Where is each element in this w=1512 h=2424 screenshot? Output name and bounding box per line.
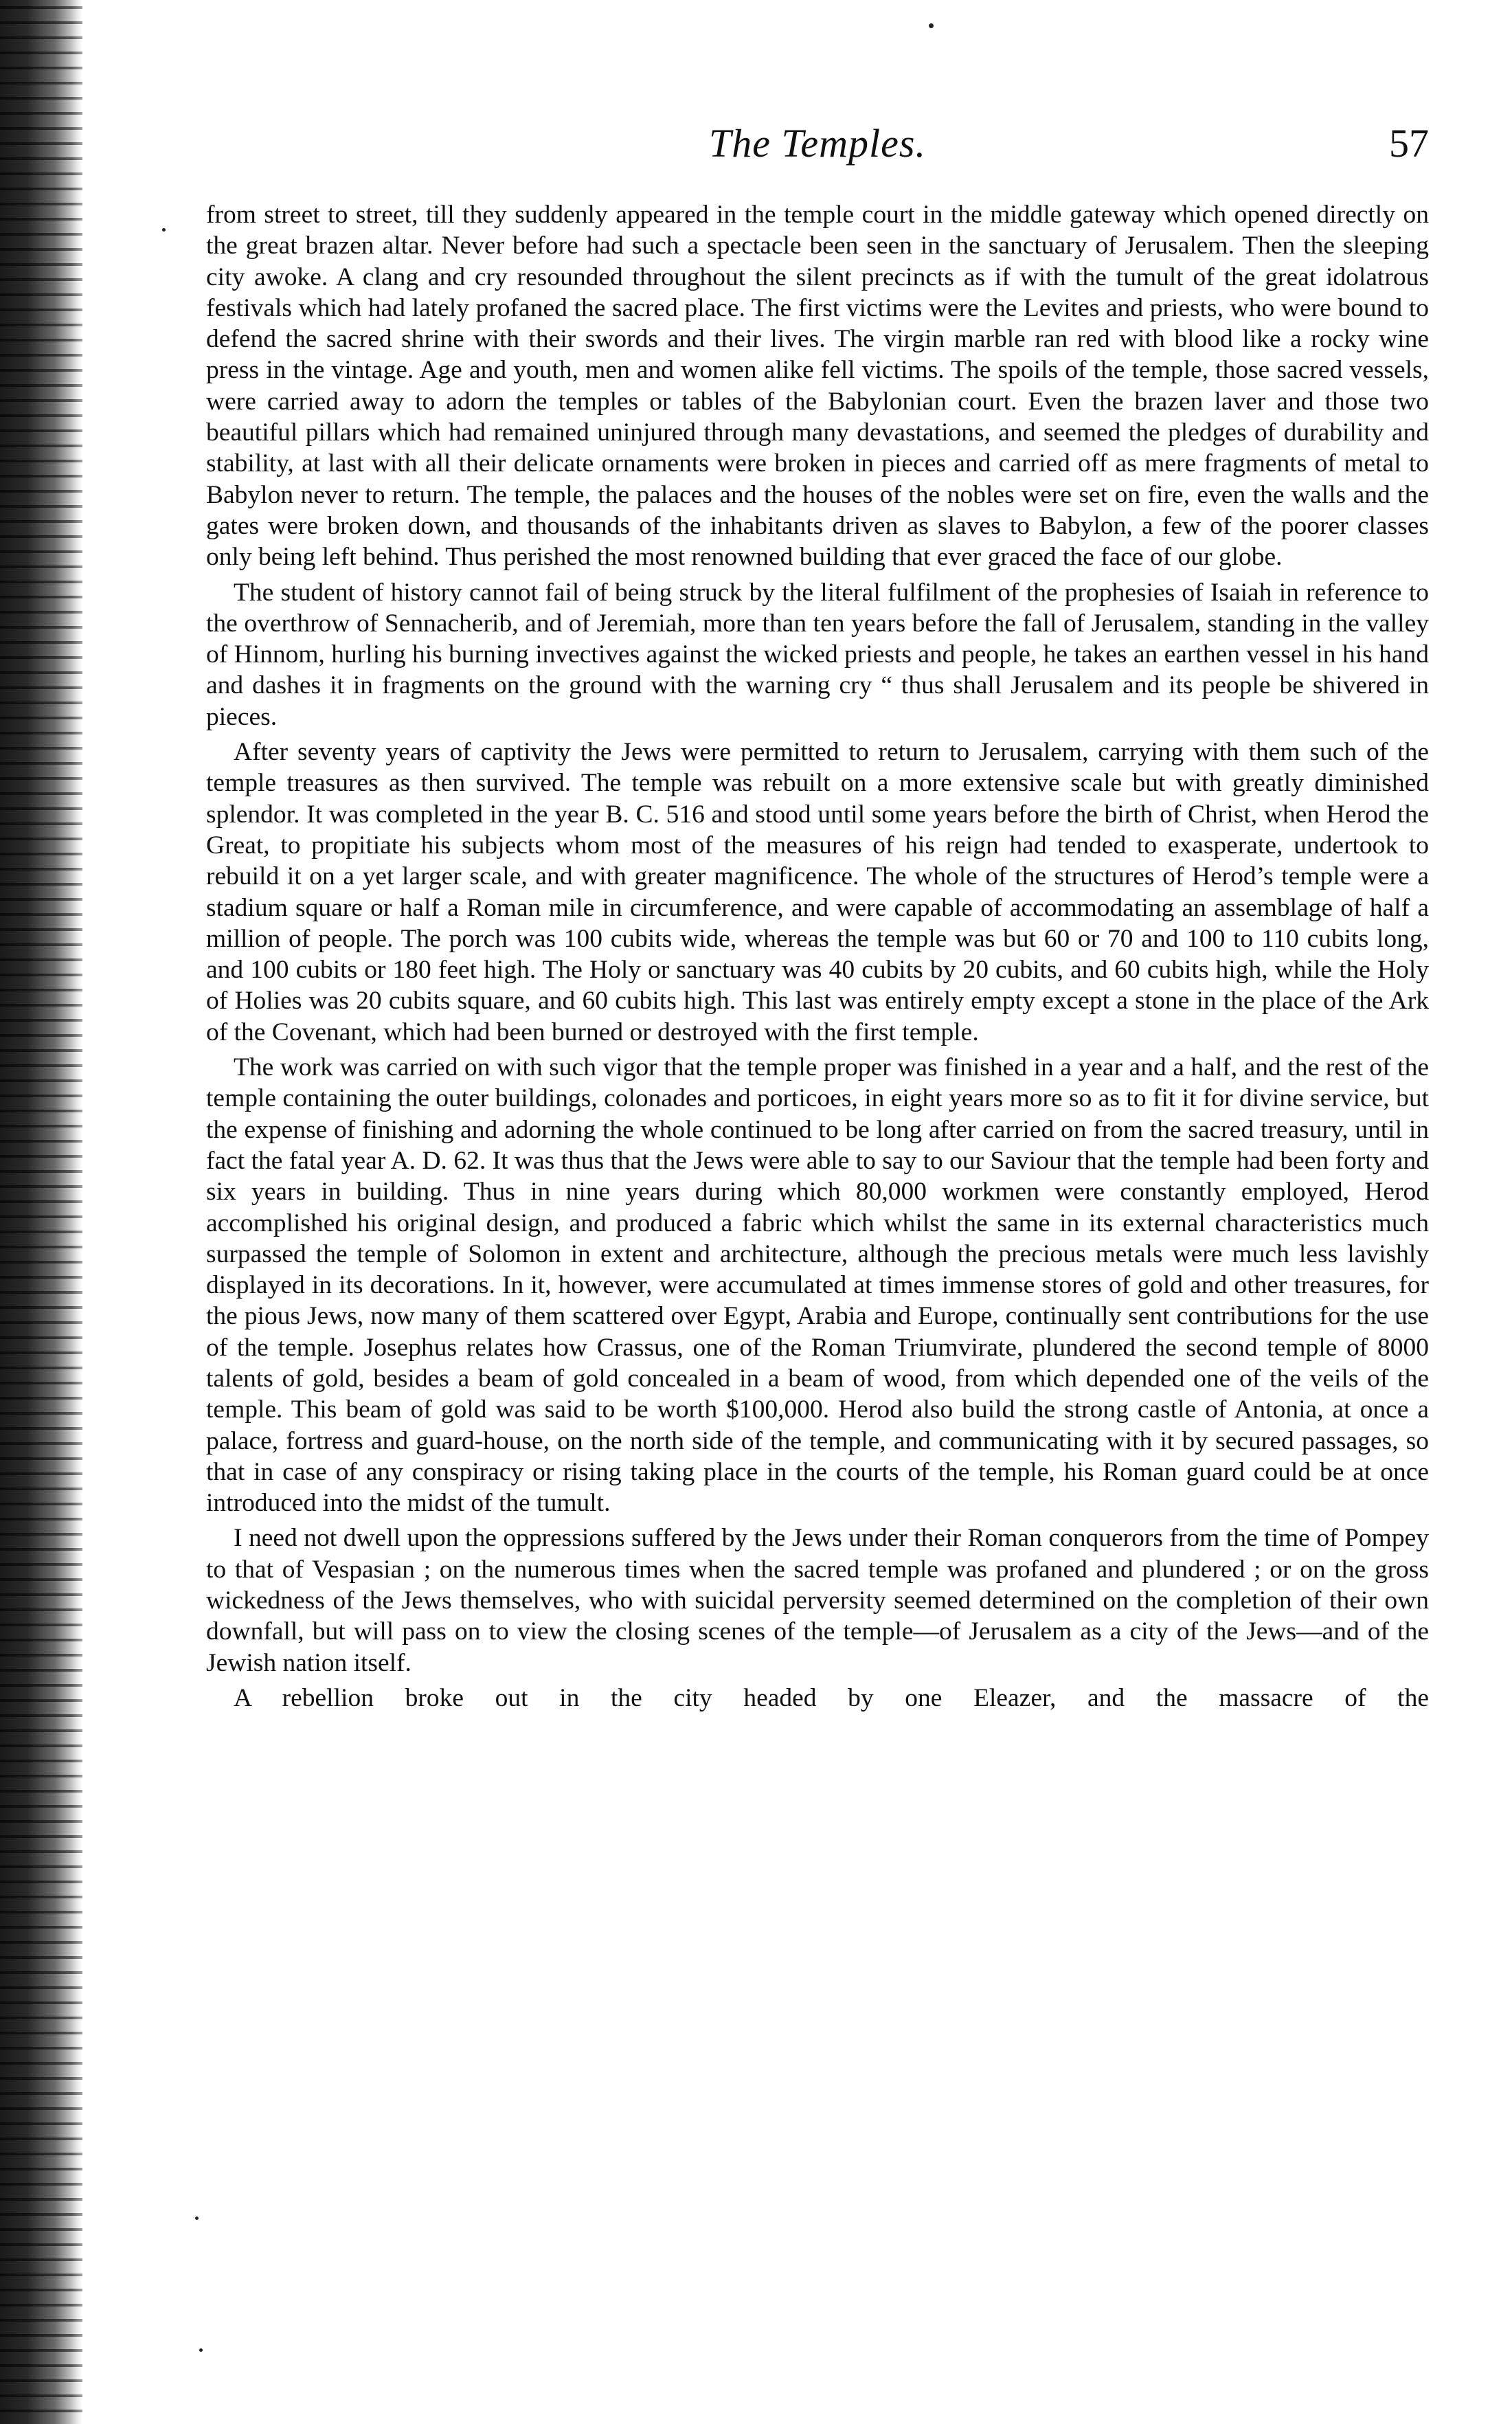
paragraph: The work was carried on with such vigor that the temple proper was finished in a year and a half, and the rest of the temple containing the outer buildings, colonades and porticoes, in eight years more so as to fit it for divine service, but the expense of finishing and adorning the whole continued to be long after carried on from the sacred treasury, until in fact the fatal year A. D. 62. It was thus that the Jews were able to say to our Saviour that the temple had been forty and six years in building. Thus in nine years during which 80,000 workmen were constantly employed, Herod accomplished his original design, and produced a fabric which whilst the same in its external characteristics much surpassed the temple of Solomon in extent and architecture, although the precious metals were much less lavishly displayed in its decorations. In it, however, were accumulated at times immense stores of gold and other treasures, for the pious Jews, now many of them scattered over Egypt, Arabia and Europe, continually sent contributions for the use of the temple. Josephus relates how Crassus, one of the Roman Triumvirate, plundered the second temple of 8000 talents of gold, besides a beam of gold concealed in a beam of wood, from which depended one of the veils of the temple. This beam of gold was said to be worth $100,000. Herod also build the strong castle of Antonia, at once a palace, fortress and guard-house, on the north side of the temple, and communicating with it by secured passages, so that in case of any conspiracy or rising taking place in the courts of the temple, his Roman guard could be at once introduced into the midst of the tumult. xyxy=(206,1053,1429,1518)
binding-shadow xyxy=(0,0,103,2424)
ink-speck xyxy=(929,23,934,28)
page-number: 57 xyxy=(1389,121,1429,166)
paragraph: A rebellion broke out in the city headed by one Eleazer, and the massacre of the xyxy=(234,1683,1429,1712)
ink-speck xyxy=(195,2217,199,2220)
running-title: The Temples. xyxy=(709,121,926,166)
body-text xyxy=(206,199,1429,1718)
paragraph: from street to street, till they suddenly appeared in the temple court in the middle gateway which opened directly on the great brazen altar. Never before had such a spectacle been seen in the sanctuary of Jerusalem. Then the sleeping city awoke. A clang and cry resounded throughout the silent precincts as if with the tumult of the great idolatrous festivals which had lately profaned the sacred place. The first victims were the Levites and priests, who were bound to defend the sacred shrine with their swords and their lives. The virgin marble ran red with blood like a rocky wine press in the vintage. Age and youth, men and women alike fell victims. The spoils of the temple, those sacred vessels, were carried away to adorn the temples or tables of the Babylonian court. Even the brazen laver and those two beautiful pillars which had remained uninjured through many devastations, and seemed the pledges of durability and stability, at last with all their delicate ornaments were broken in pieces and carried off as mere fragments of metal to Babylon never to return. The temple, the palaces and the houses of the nobles were set on fire, even the walls and the gates were broken down, and thousands of the inhabitants driven as slaves to Babylon, a few of the poorer classes only being left behind. Thus perished the most renowned building that ever graced the face of our globe. xyxy=(206,201,1429,572)
paragraph: After seventy years of captivity the Jews were permitted to return to Jerusalem, carrying with them such of the temple treasures as then survived. The temple was rebuilt on a more extensive scale but with greatly diminished splendor. It was completed in the year B. C. 516 and stood until some years before the birth of Christ, when Herod the Great, to propitiate his subjects whom most of the measures of his reign had tended to exasperate, undertook to rebuild it on a yet larger scale, and with greater magnificence. The whole of the structures of Herod’s temple were a stadium square or half a Roman mile in circumference, and were capable of accommodating an assemblage of half a million of people. The porch was 100 cubits wide, whereas the temple was but 60 or 70 and 100 to 110 cubits long, and 100 cubits or 180 feet high. The Holy or sanctuary was 40 cubits by 20 cubits, and 60 cubits high, while the Holy of Holies was 20 cubits square, and 60 cubits high. This last was entirely empty except a stone in the place of the Ark of the Covenant, which had been burned or destroyed with the first temple. xyxy=(206,738,1429,1046)
paragraph: I need not dwell upon the oppressions suffered by the Jews under their Roman conquerors from the time of Pompey to that of Vespasian ; on the numerous times when the sacred temple was profaned and plundered ; or on the gross wickedness of the Jews themselves, who with suicidal perversity seemed determined on the completion of their own downfall, but will pass on to view the closing scenes of the temple—of Jerusalem as a city of the Jews—and of the Jewish nation itself. xyxy=(206,1524,1429,1677)
ink-speck xyxy=(199,2348,203,2352)
ink-speck xyxy=(162,228,166,232)
paragraph: The student of history cannot fail of being struck by the literal fulfilment of the prophesies of Isaiah in reference to the overthrow of Sennacherib, and of Jeremiah, more than ten years before the fall of Jerusalem, standing in the valley of Hinnom, hurling his burning invectives against the wicked priests and people, he takes an earthen vessel in his hand and dashes it in fragments on the ground with the warning cry “ thus shall Jerusalem and its people be shivered in pieces. xyxy=(206,578,1429,731)
running-head xyxy=(206,120,1429,175)
